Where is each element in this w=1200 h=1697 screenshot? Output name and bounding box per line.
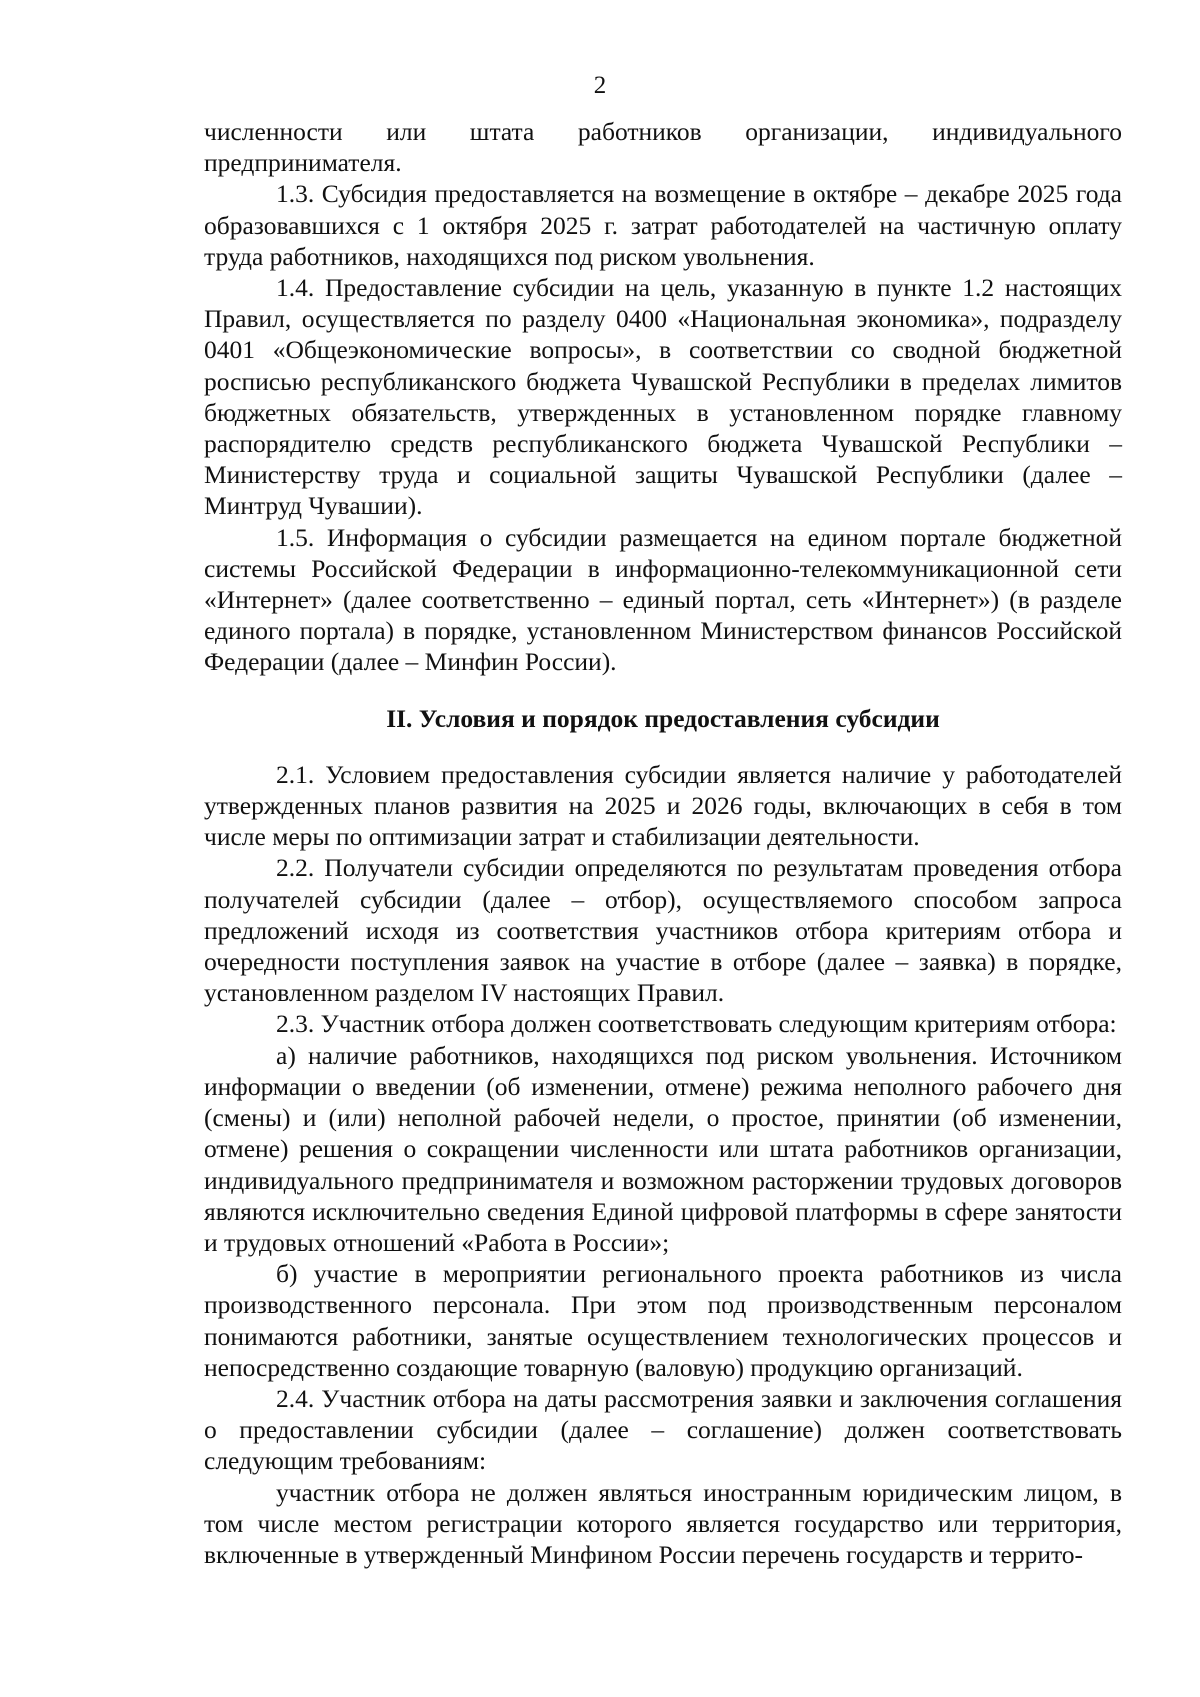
paragraph-2-4: 2.4. Участник отбора на даты рассмотрения заявки и заключения соглашения о предоставлении субсидии (далее – соглашение) должен соответствовать следующим требованиям: bbox=[204, 1383, 1122, 1476]
paragraph-2-2: 2.2. Получатели субсидии определяются по результатам проведения отбора получателей субсидии (далее – отбор), осуществляемого способом запроса предложений исходя из соответствия участников отбора критериям отбора и очередности поступления заявок на участие в отборе (далее – заявка) в порядке, установленном разделом IV настоящих Правил. bbox=[204, 853, 1122, 1008]
page-number: 2 bbox=[593, 72, 607, 99]
paragraph-1-3: 1.3. Субсидия предоставляется на возмещение в октябре – декабре 2025 года образовавшихся с 1 октября 2025 г. затрат работодателей на частичную оплату труда работников, находящихся под риском увольнения. bbox=[204, 179, 1122, 271]
paragraph-2-3: 2.3. Участник отбора должен соответствовать следующим критериям отбора: bbox=[276, 1009, 1117, 1039]
paragraph-2-3-b: б) участие в мероприятии регионального проекта работников из числа производственного персонала. При этом под производственным персоналом понимаются работники, занятые осуществлением технологических процессов и непосредственно создающие товарную (валовую) продукцию организаций. bbox=[204, 1259, 1122, 1382]
paragraph-1-5: 1.5. Информация о субсидии размещается на едином портале бюджетной системы Российской Федерации в информационно-телекоммуникационной сети «Интернет» (далее соответственно – единый портал, сеть «Интернет») (в разделе единого портала) в порядке, установленном Министерством финансов Российской Федерации (далее – Минфин России). bbox=[204, 522, 1122, 677]
paragraph-2-4-requirement: участник отбора не должен являться иностранным юридическим лицом, в том числе местом регистрации которого является государство или территория, включенные в утвержденный Минфином России перечень государств и террито- bbox=[204, 1477, 1122, 1569]
section-heading: II. Условия и порядок предоставления субсидии bbox=[386, 703, 940, 733]
paragraph-2-3-a: а) наличие работников, находящихся под риском увольнения. Источником информации о введении (об изменении, отмене) режима неполного рабочего дня (смены) и (или) неполной рабочей недели, о простое, принятии (об изменении, отмене) решения о сокращении численности или штата работников организации, индивидуального предпринимателя и возможном расторжении трудовых договоров являются исключительно сведения Единой цифровой платформы в сфере занятости и трудовых отношений «Работа в России»; bbox=[204, 1040, 1122, 1257]
paragraph-continuation: численности или штата работников организации, индивидуального предпринимателя. bbox=[204, 117, 1122, 178]
paragraph-2-1: 2.1. Условием предоставления субсидии является наличие у работодателей утвержденных планов развития на 2025 и 2026 годы, включающих в себя в том числе меры по оптимизации затрат и стабилизации деятельности. bbox=[204, 759, 1122, 852]
paragraph-1-4: 1.4. Предоставление субсидии на цель, указанную в пункте 1.2 настоящих Правил, осуществляется по разделу 0400 «Национальная экономика», подразделу 0401 «Общеэкономические вопросы», в соответствии со сводной бюджетной росписью республиканского бюджета Чувашской Республики в пределах лимитов бюджетных обязательств, утвержденных в установленном порядке главному распорядителю средств республиканского бюджета Чувашской Республики – Министерству труда и социальной защиты Чувашской Республики (далее – Минтруд Чувашии). bbox=[204, 273, 1122, 521]
document-body bbox=[204, 116, 1122, 1570]
